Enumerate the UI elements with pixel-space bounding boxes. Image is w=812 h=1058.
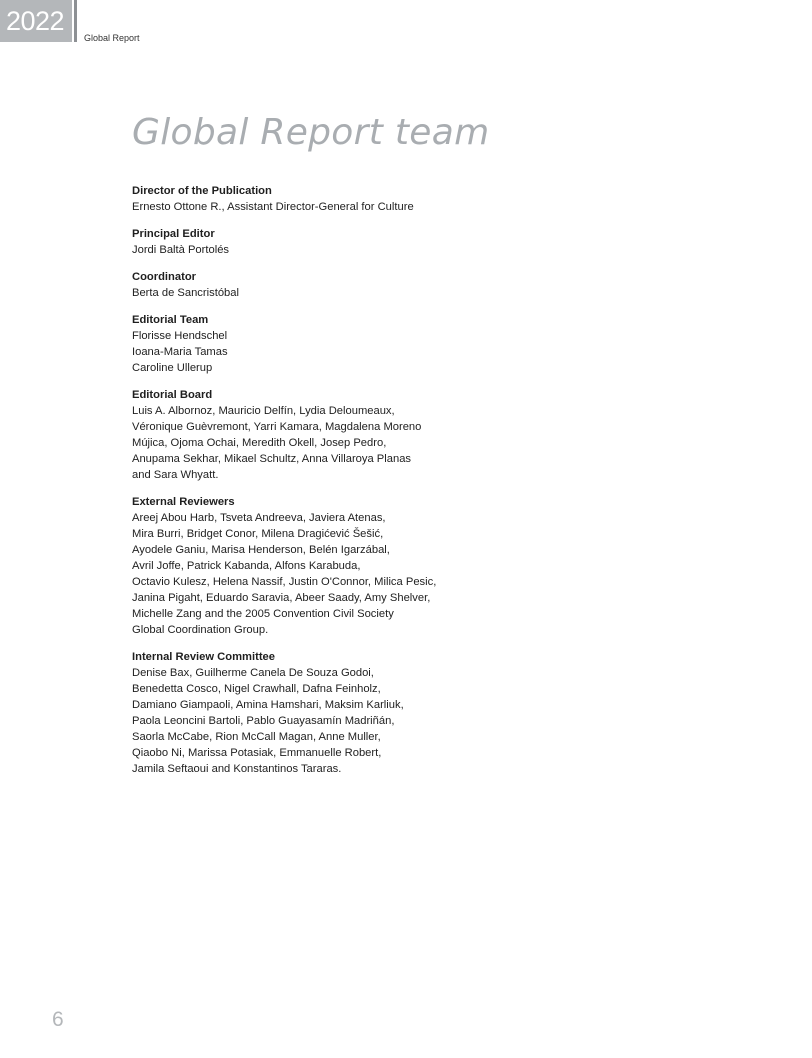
section-line: Ernesto Ottone R., Assistant Director-General for Culture xyxy=(132,201,414,213)
team-section xyxy=(132,269,462,301)
section-line: Saorla McCabe, Rion McCall Magan, Anne Muller, xyxy=(132,731,381,743)
section-role: Internal Review Committee xyxy=(132,651,275,663)
section-line: Damiano Giampaoli, Amina Hamshari, Maksim Karliuk, xyxy=(132,699,404,711)
team-section xyxy=(132,649,462,777)
running-head: Global Report xyxy=(84,33,140,43)
year-tab: 2022 xyxy=(0,0,72,42)
section-line: Ioana-Maria Tamas xyxy=(132,346,228,358)
section-line: Janina Pigaht, Eduardo Saravia, Abeer Saady, Amy Shelver, xyxy=(132,592,431,604)
section-line: and Sara Whyatt. xyxy=(132,469,219,481)
section-line: Areej Abou Harb, Tsveta Andreeva, Javiera Atenas, xyxy=(132,512,386,524)
team-list xyxy=(132,183,462,788)
section-line: Caroline Ullerup xyxy=(132,362,213,374)
section-line: Octavio Kulesz, Helena Nassif, Justin O'Connor, Milica Pesic, xyxy=(132,576,437,588)
section-line: Florisse Hendschel xyxy=(132,330,228,342)
section-line: Avril Joffe, Patrick Kabanda, Alfons Karabuda, xyxy=(132,560,361,572)
section-line: Qiaobo Ni, Marissa Potasiak, Emmanuelle Robert, xyxy=(132,747,382,759)
section-line: Anupama Sekhar, Mikael Schultz, Anna Villaroya Planas xyxy=(132,453,412,465)
section-role: Editorial Board xyxy=(132,389,213,401)
section-line: Michelle Zang and the 2005 Convention Civil Society xyxy=(132,608,394,620)
team-section xyxy=(132,312,462,376)
section-line: Berta de Sancristóbal xyxy=(132,287,239,299)
section-line: Luis A. Albornoz, Mauricio Delfín, Lydia Deloumeaux, xyxy=(132,405,395,417)
section-line: Véronique Guèvremont, Yarri Kamara, Magdalena Moreno xyxy=(132,421,422,433)
section-line: Global Coordination Group. xyxy=(132,624,269,636)
section-line: Benedetta Cosco, Nigel Crawhall, Dafna Feinholz, xyxy=(132,683,381,695)
header-divider xyxy=(74,0,77,42)
section-line: Mira Burri, Bridget Conor, Milena Dragićević Šešić, xyxy=(132,528,384,540)
section-line: Jordi Baltà Portolés xyxy=(132,244,230,256)
team-section xyxy=(132,226,462,258)
section-role: Principal Editor xyxy=(132,228,215,240)
section-line: Jamila Seftaoui and Konstantinos Tararas. xyxy=(132,763,342,775)
section-line: Denise Bax, Guilherme Canela De Souza Godoi, xyxy=(132,667,374,679)
section-line: Mújica, Ojoma Ochai, Meredith Okell, Josep Pedro, xyxy=(132,437,387,449)
page-title: Global Report team xyxy=(132,112,490,153)
team-section xyxy=(132,494,462,638)
page-number: 6 xyxy=(52,1008,64,1031)
team-section xyxy=(132,183,462,215)
section-role: Coordinator xyxy=(132,271,197,283)
team-section xyxy=(132,387,462,483)
section-line: Ayodele Ganiu, Marisa Henderson, Belén Igarzábal, xyxy=(132,544,390,556)
section-role: External Reviewers xyxy=(132,496,235,508)
section-role: Editorial Team xyxy=(132,314,209,326)
section-line: Paola Leoncini Bartoli, Pablo Guayasamín Madriñán, xyxy=(132,715,395,727)
section-role: Director of the Publication xyxy=(132,185,272,197)
